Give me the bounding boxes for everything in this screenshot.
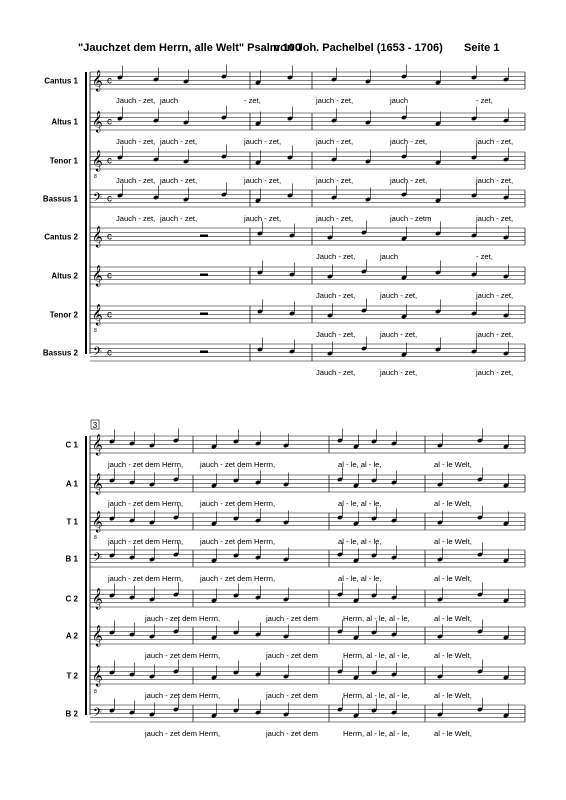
lyric-text: jauch - zet, (160, 214, 198, 223)
treble-clef-icon: 𝄞 (92, 150, 103, 172)
octave-mark: 8 (94, 689, 97, 695)
whole-rest (200, 235, 208, 238)
lyric-text: jauch - zetm (390, 214, 432, 223)
common-time-icon: c (107, 155, 112, 167)
lyric-text: jauch - zet, (476, 368, 514, 377)
lyric-text: al - le, al - le, (338, 574, 382, 583)
lyric-text: jauch - zet, (476, 330, 514, 339)
octave-mark: 8 (94, 535, 97, 541)
staff-label: Bassus 1 (42, 194, 78, 204)
common-time-icon: c (107, 231, 112, 243)
score-title: "Jauchzet dem Herrn, alle Welt" Psalm 100 (78, 42, 301, 54)
lyric-text: jauch - zet, (390, 176, 428, 185)
staff-label: T 1 (66, 517, 78, 527)
staff-label: Altus 1 (51, 117, 78, 127)
treble-clef-icon: 𝄞 (92, 111, 103, 133)
lyric-text: jauch - zet, (476, 291, 514, 300)
lyric-text: jauch - zet dem Herrn, (200, 499, 276, 508)
lyric-text: jauch - zet, (160, 176, 198, 185)
whole-rest (200, 313, 208, 316)
staff-label: Altus 2 (51, 271, 78, 281)
lyric-text: jauch - zet, (390, 137, 428, 146)
lyric-text: jauch - zet dem Herrn, (200, 460, 276, 469)
lyric-text: Herrn, al - le, al - le, (343, 729, 410, 738)
whole-rest (200, 351, 208, 354)
lyric-text: Jauch - zet, (316, 291, 356, 300)
lyric-text: al - le Welt, (434, 574, 472, 583)
staff-label: B 2 (65, 709, 78, 719)
lyric-text: al - le Welt, (434, 614, 472, 623)
staff-label: Cantus 2 (44, 232, 78, 242)
lyric-text: jauch - zet, (476, 137, 514, 146)
treble-clef-icon: 𝄞 (92, 588, 103, 610)
lyric-text: jauch - zet dem Herrn, (200, 537, 276, 546)
treble-clef-icon: 𝄞 (92, 511, 103, 533)
treble-clef-icon: 𝄞 (92, 70, 103, 92)
lyric-text: jauch - zet, (160, 137, 198, 146)
treble-clef-icon: 𝄞 (92, 625, 103, 647)
lyric-text: - zet, (476, 252, 493, 261)
lyric-text: Jauch - zet, (316, 252, 356, 261)
lyric-text: al - le Welt, (434, 651, 472, 660)
lyric-text: Herrn, al - le, al - le, (343, 691, 410, 700)
staff-label: T 2 (66, 671, 78, 681)
lyric-text: jauch - zet dem (266, 651, 318, 660)
lyric-text: jauch - zet, (316, 137, 354, 146)
lyric-text: al - le Welt, (434, 537, 472, 546)
staff-label: Cantus 1 (44, 76, 78, 86)
lyric-text: al - le, al - le, (338, 460, 382, 469)
lyric-text: jauch - zet dem Herrn, (145, 729, 221, 738)
lyric-text: Jauch - zet, (116, 96, 156, 105)
lyric-text: Jauch - zet, (316, 330, 356, 339)
treble-clef-icon: 𝄞 (92, 265, 103, 287)
common-time-icon: c (107, 270, 112, 282)
bass-clef-icon: 𝄢 (93, 345, 103, 362)
lyric-text: jauch - zet dem Herrn, (108, 537, 184, 546)
lyric-text: Jauch - zet, (116, 176, 156, 185)
lyric-text: jauch (390, 96, 409, 105)
lyric-text: al - le, al - le, (338, 537, 382, 546)
lyric-text: jauch - zet dem Herrn, (145, 614, 221, 623)
lyric-text: jauch - zet dem Herrn, (108, 574, 184, 583)
bass-clef-icon: 𝄢 (93, 551, 103, 568)
measure-number: 3 (92, 421, 98, 430)
staff-label: B 1 (65, 554, 78, 564)
common-time-icon: c (107, 193, 112, 205)
lyric-text: jauch - zet, (380, 291, 418, 300)
lyric-text: al - le Welt, (434, 729, 472, 738)
lyric-text: jauch - zet, (316, 176, 354, 185)
lyric-text: al - le Welt, (434, 691, 472, 700)
lyric-text: jauch - zet, (380, 330, 418, 339)
lyric-text: jauch - zet dem Herrn, (145, 651, 221, 660)
whole-rest (200, 274, 208, 277)
common-time-icon: c (107, 309, 112, 321)
staff-label: C 2 (65, 594, 78, 604)
octave-mark: 8 (94, 174, 97, 180)
bass-clef-icon: 𝄢 (93, 191, 103, 208)
octave-mark: 8 (94, 328, 97, 334)
staff-label: C 1 (65, 440, 78, 450)
lyric-text: al - le Welt, (434, 460, 472, 469)
composer-credit: von Joh. Pachelbel (1653 - 1706) (274, 42, 443, 54)
lyric-text: jauch - zet, (476, 176, 514, 185)
lyric-text: Herrn, al - le, al - le, (343, 614, 410, 623)
common-time-icon: c (107, 116, 112, 128)
lyric-text: jauch (380, 252, 399, 261)
lyric-text: jauch - zet, (380, 368, 418, 377)
lyric-text: jauch - zet, (476, 214, 514, 223)
lyric-text: jauch - zet dem Herrn, (108, 460, 184, 469)
lyric-text: jauch (160, 96, 179, 105)
lyric-text: Jauch - zet, (116, 214, 156, 223)
lyric-text: Herrn, al - le, al - le, (343, 651, 410, 660)
treble-clef-icon: 𝄞 (92, 226, 103, 248)
lyric-text: al - le, al - le, (338, 499, 382, 508)
lyric-text: jauch - zet dem (266, 691, 318, 700)
common-time-icon: c (107, 347, 112, 359)
staff-label: Bassus 2 (42, 348, 78, 358)
staff-label: Tenor 1 (49, 156, 78, 166)
lyric-text: - zet, (244, 96, 261, 105)
lyric-text: jauch - zet dem (266, 614, 318, 623)
bass-clef-icon: 𝄢 (93, 706, 103, 723)
lyric-text: jauch - zet, (316, 96, 354, 105)
treble-clef-icon: 𝄞 (92, 473, 103, 495)
lyric-text: jauch - zet, (244, 176, 282, 185)
page-number: Seite 1 (464, 42, 500, 54)
lyric-text: Jauch - zet, (116, 137, 156, 146)
treble-clef-icon: 𝄞 (92, 304, 103, 326)
staff-label: A 1 (65, 479, 78, 489)
lyric-text: - zet, (476, 96, 493, 105)
lyric-text: al - le Welt, (434, 499, 472, 508)
lyric-text: jauch - zet dem Herrn, (108, 499, 184, 508)
lyric-text: jauch - zet, (316, 214, 354, 223)
lyric-text: jauch - zet dem Herrn, (145, 691, 221, 700)
lyric-text: jauch - zet, (244, 214, 282, 223)
lyric-text: jauch - zet dem Herrn, (200, 574, 276, 583)
staff-label: A 2 (65, 631, 78, 641)
treble-clef-icon: 𝄞 (92, 434, 103, 456)
common-time-icon: c (107, 75, 112, 87)
lyric-text: jauch - zet dem (266, 729, 318, 738)
staff-label: Tenor 2 (49, 310, 78, 320)
treble-clef-icon: 𝄞 (92, 665, 103, 687)
lyric-text: Jauch - zet, (316, 368, 356, 377)
lyric-text: jauch - zet, (244, 137, 282, 146)
